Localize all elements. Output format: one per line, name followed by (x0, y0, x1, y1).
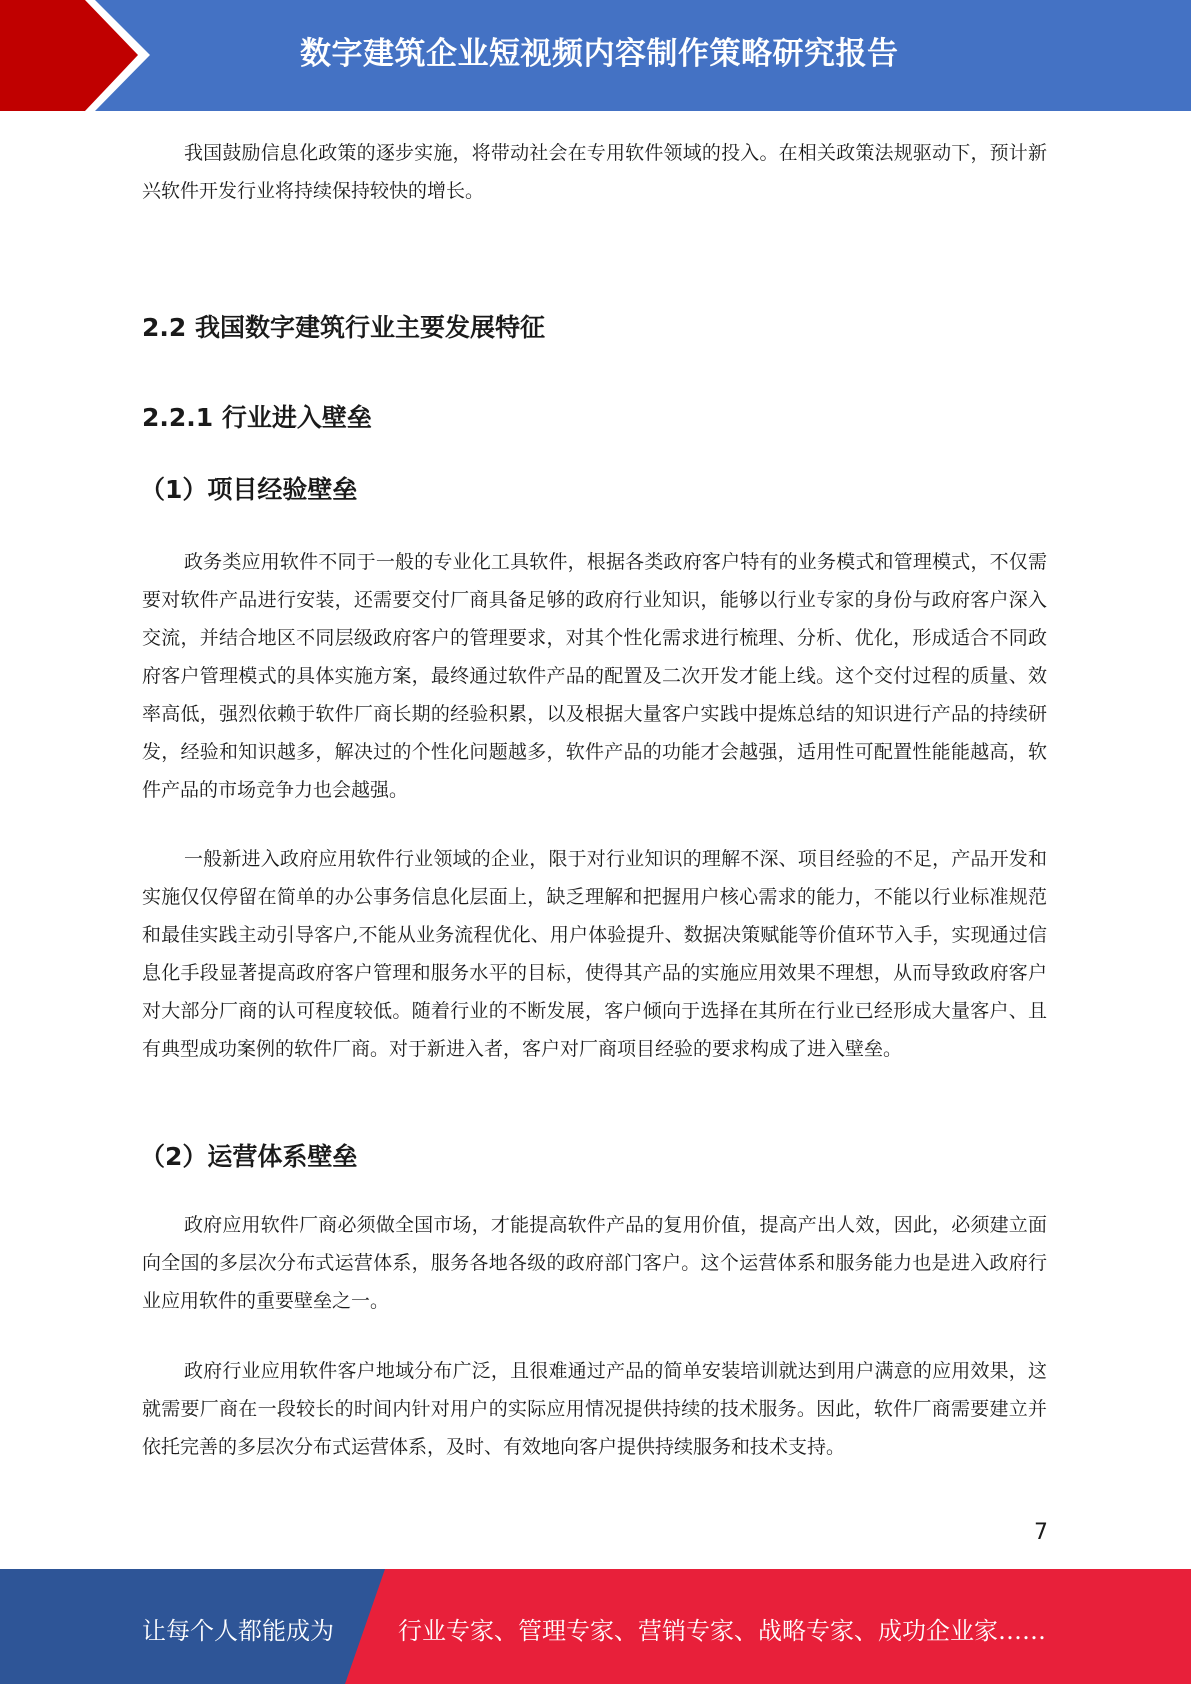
page-header (0, 0, 1191, 111)
item1-paragraph: 政务类应用软件不同于一般的专业化工具软件，根据各类政府客户特有的业务模式和管理模式，不仅需要对软件产品进行安装，还需要交付厂商具备足够的政府行业知识，能够以行业专家的身份与政府客户深入交流，并结合地区不同层级政府客户的管理要求，对其个性化需求进行梳理、分析、优化，形成适合不同政府客户管理模式的具体实施方案，最终通过软件产品的配置及二次开发才能上线。这个交付过程的质量、效率高低，强烈依赖于软件厂商长期的经验积累，以及根据大量客户实践中提炼总结的知识进行产品的持续研发，经验和知识越多，解决过的个性化问题越多，软件产品的功能才会越强，适用性可配置性能能越高，软件产品的市场竞争力也会越强。 (142, 551, 1047, 801)
item1-paragraph: 一般新进入政府应用软件行业领域的企业，限于对行业知识的理解不深、项目经验的不足，产品开发和实施仅仅停留在简单的办公事务信息化层面上，缺乏理解和把握用户核心需求的能力，不能以行业标准规范和最佳实践主动引导客户,不能从业务流程优化、用户体验提升、数据决策赋能等价值环节入手，实现通过信息化手段显著提高政府客户管理和服务水平的目标，使得其产品的实施应用效果不理想，从而导致政府客户对大部分厂商的认可程度较低。随着行业的不断发展，客户倾向于选择在其所在行业已经形成大量客户、且有典型成功案例的软件厂商。对于新进入者，客户对厂商项目经验的要求构成了进入壁垒。 (142, 848, 1047, 1060)
footer-slogan-right: 行业专家、管理专家、营销专家、战略专家、成功企业家…… (398, 1617, 1046, 1645)
item2-paragraph-1-block (142, 1206, 1047, 1320)
item1-paragraph-1-block (142, 543, 1047, 809)
header-chevron-icon (0, 0, 160, 111)
item2-paragraph: 政府行业应用软件客户地域分布广泛，且很难通过产品的简单安装培训就达到用户满意的应用效果，这就需要厂商在一段较长的时间内针对用户的实际应用情况提供持续的技术服务。因此，软件厂商需要建立并依托完善的多层次分布式运营体系，及时、有效地向客户提供持续服务和技术支持。 (142, 1360, 1047, 1458)
item2-paragraph-2-block (142, 1352, 1047, 1466)
page-number: 7 (1034, 1520, 1048, 1545)
item1-heading: （1）项目经验壁垒 (140, 475, 358, 504)
subsection-heading: 2.2.1 行业进入壁垒 (142, 403, 372, 432)
page-footer (0, 1569, 1191, 1684)
item2-heading: （2）运营体系壁垒 (140, 1142, 358, 1171)
intro-section (142, 134, 1047, 210)
document-title: 数字建筑企业短视频内容制作策略研究报告 (300, 36, 899, 72)
item2-paragraph: 政府应用软件厂商必须做全国市场，才能提高软件产品的复用价值，提高产出人效，因此，必须建立面向全国的多层次分布式运营体系，服务各地各级的政府部门客户。这个运营体系和服务能力也是进入政府行业应用软件的重要壁垒之一。 (142, 1214, 1047, 1312)
intro-paragraph: 我国鼓励信息化政策的逐步实施，将带动社会在专用软件领域的投入。在相关政策法规驱动下，预计新兴软件开发行业将持续保持较快的增长。 (142, 142, 1047, 202)
section-heading: 2.2 我国数字建筑行业主要发展特征 (142, 313, 545, 342)
item1-paragraph-2-block (142, 840, 1047, 1068)
footer-slogan-left: 让每个人都能成为 (142, 1617, 334, 1645)
